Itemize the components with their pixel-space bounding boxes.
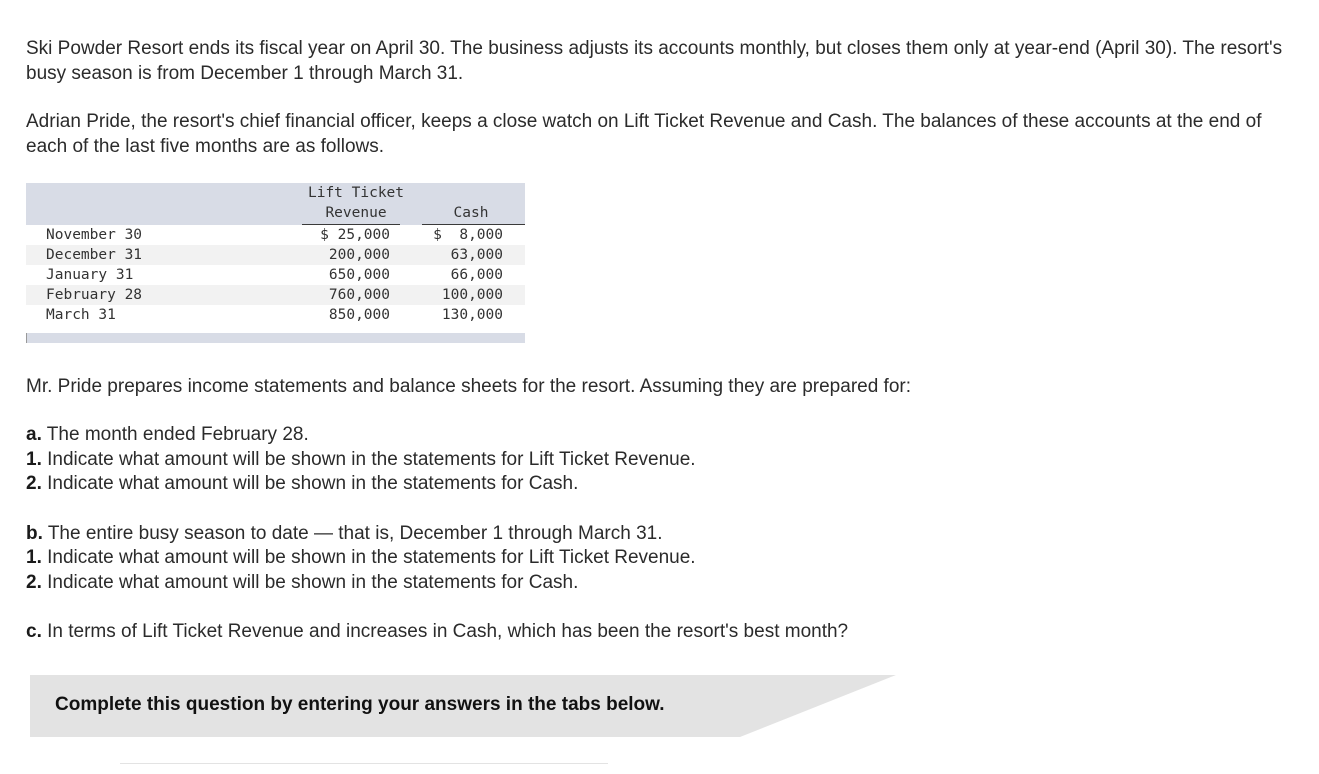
table-row	[26, 285, 525, 305]
table-footer	[26, 333, 525, 343]
row-cash: $ 8,000	[433, 227, 503, 243]
table-row	[26, 245, 525, 265]
row-month: March 31	[46, 307, 116, 323]
banner-text: Complete this question by entering your answers in the tabs below.	[55, 694, 665, 715]
question-b1-text: Indicate what amount will be shown in the statements for Lift Ticket Revenue.	[41, 547, 696, 568]
question-a2-text: Indicate what amount will be shown in the statements for Cash.	[41, 473, 579, 494]
header-revenue-line1: Lift Ticket	[307, 185, 405, 201]
question-lead: Mr. Pride prepares income statements and balance sheets for the resort. Assuming they are prepared for:	[26, 376, 912, 397]
question-c-text: In terms of Lift Ticket Revenue and increases in Cash, which has been the resort's best month?	[41, 621, 849, 642]
row-cash: 66,000	[450, 267, 503, 283]
row-revenue: 650,000	[328, 267, 390, 283]
row-month: November 30	[46, 227, 143, 243]
row-revenue: 200,000	[328, 247, 390, 263]
table-row	[26, 225, 525, 245]
question-c	[26, 620, 848, 645]
instruction-banner	[30, 675, 896, 737]
question-a2-label: 2.	[26, 473, 42, 494]
question-c-label: c.	[26, 621, 42, 642]
question-a1-label: 1.	[26, 449, 42, 470]
question-a1-text: Indicate what amount will be shown in the statements for Lift Ticket Revenue.	[41, 449, 696, 470]
question-b	[26, 522, 663, 547]
table-row	[26, 305, 525, 325]
question-a-text: The month ended February 28.	[41, 424, 309, 445]
question-b-text: The entire busy season to date — that is, December 1 through March 31.	[42, 523, 663, 544]
header-revenue-line2: Revenue	[325, 205, 387, 221]
question-b2	[26, 571, 578, 596]
intro-paragraph-2: Adrian Pride, the resort's chief financial officer, keeps a close watch on Lift Ticket Revenue and Cash. The balances of these accounts at the end of each of the last five months are as follows.	[26, 111, 1262, 157]
table-row	[26, 265, 525, 285]
tabs-divider	[120, 763, 608, 764]
question-b1	[26, 546, 696, 571]
table-header	[26, 183, 525, 225]
question-a2	[26, 472, 578, 497]
row-revenue: $ 25,000	[320, 227, 390, 243]
header-cash: Cash	[453, 205, 489, 221]
intro-paragraph-1: Ski Powder Resort ends its fiscal year on April 30. The business adjusts its accounts monthly, but closes them only at year-end (April 30). The resort's busy season is from December 1 through March 31.	[26, 38, 1283, 84]
question-a	[26, 423, 309, 448]
question-b2-label: 2.	[26, 572, 42, 593]
row-revenue: 760,000	[328, 287, 390, 303]
row-cash: 100,000	[441, 287, 503, 303]
question-b-label: b.	[26, 523, 43, 544]
balances-table	[26, 183, 525, 343]
question-b2-text: Indicate what amount will be shown in the statements for Cash.	[41, 572, 579, 593]
row-month: January 31	[46, 267, 134, 283]
question-a1	[26, 448, 696, 473]
row-month: February 28	[46, 287, 143, 303]
row-revenue: 850,000	[328, 307, 390, 323]
row-month: December 31	[46, 247, 143, 263]
row-cash: 130,000	[441, 307, 503, 323]
question-b1-label: 1.	[26, 547, 42, 568]
row-cash: 63,000	[450, 247, 503, 263]
question-a-label: a.	[26, 424, 42, 445]
